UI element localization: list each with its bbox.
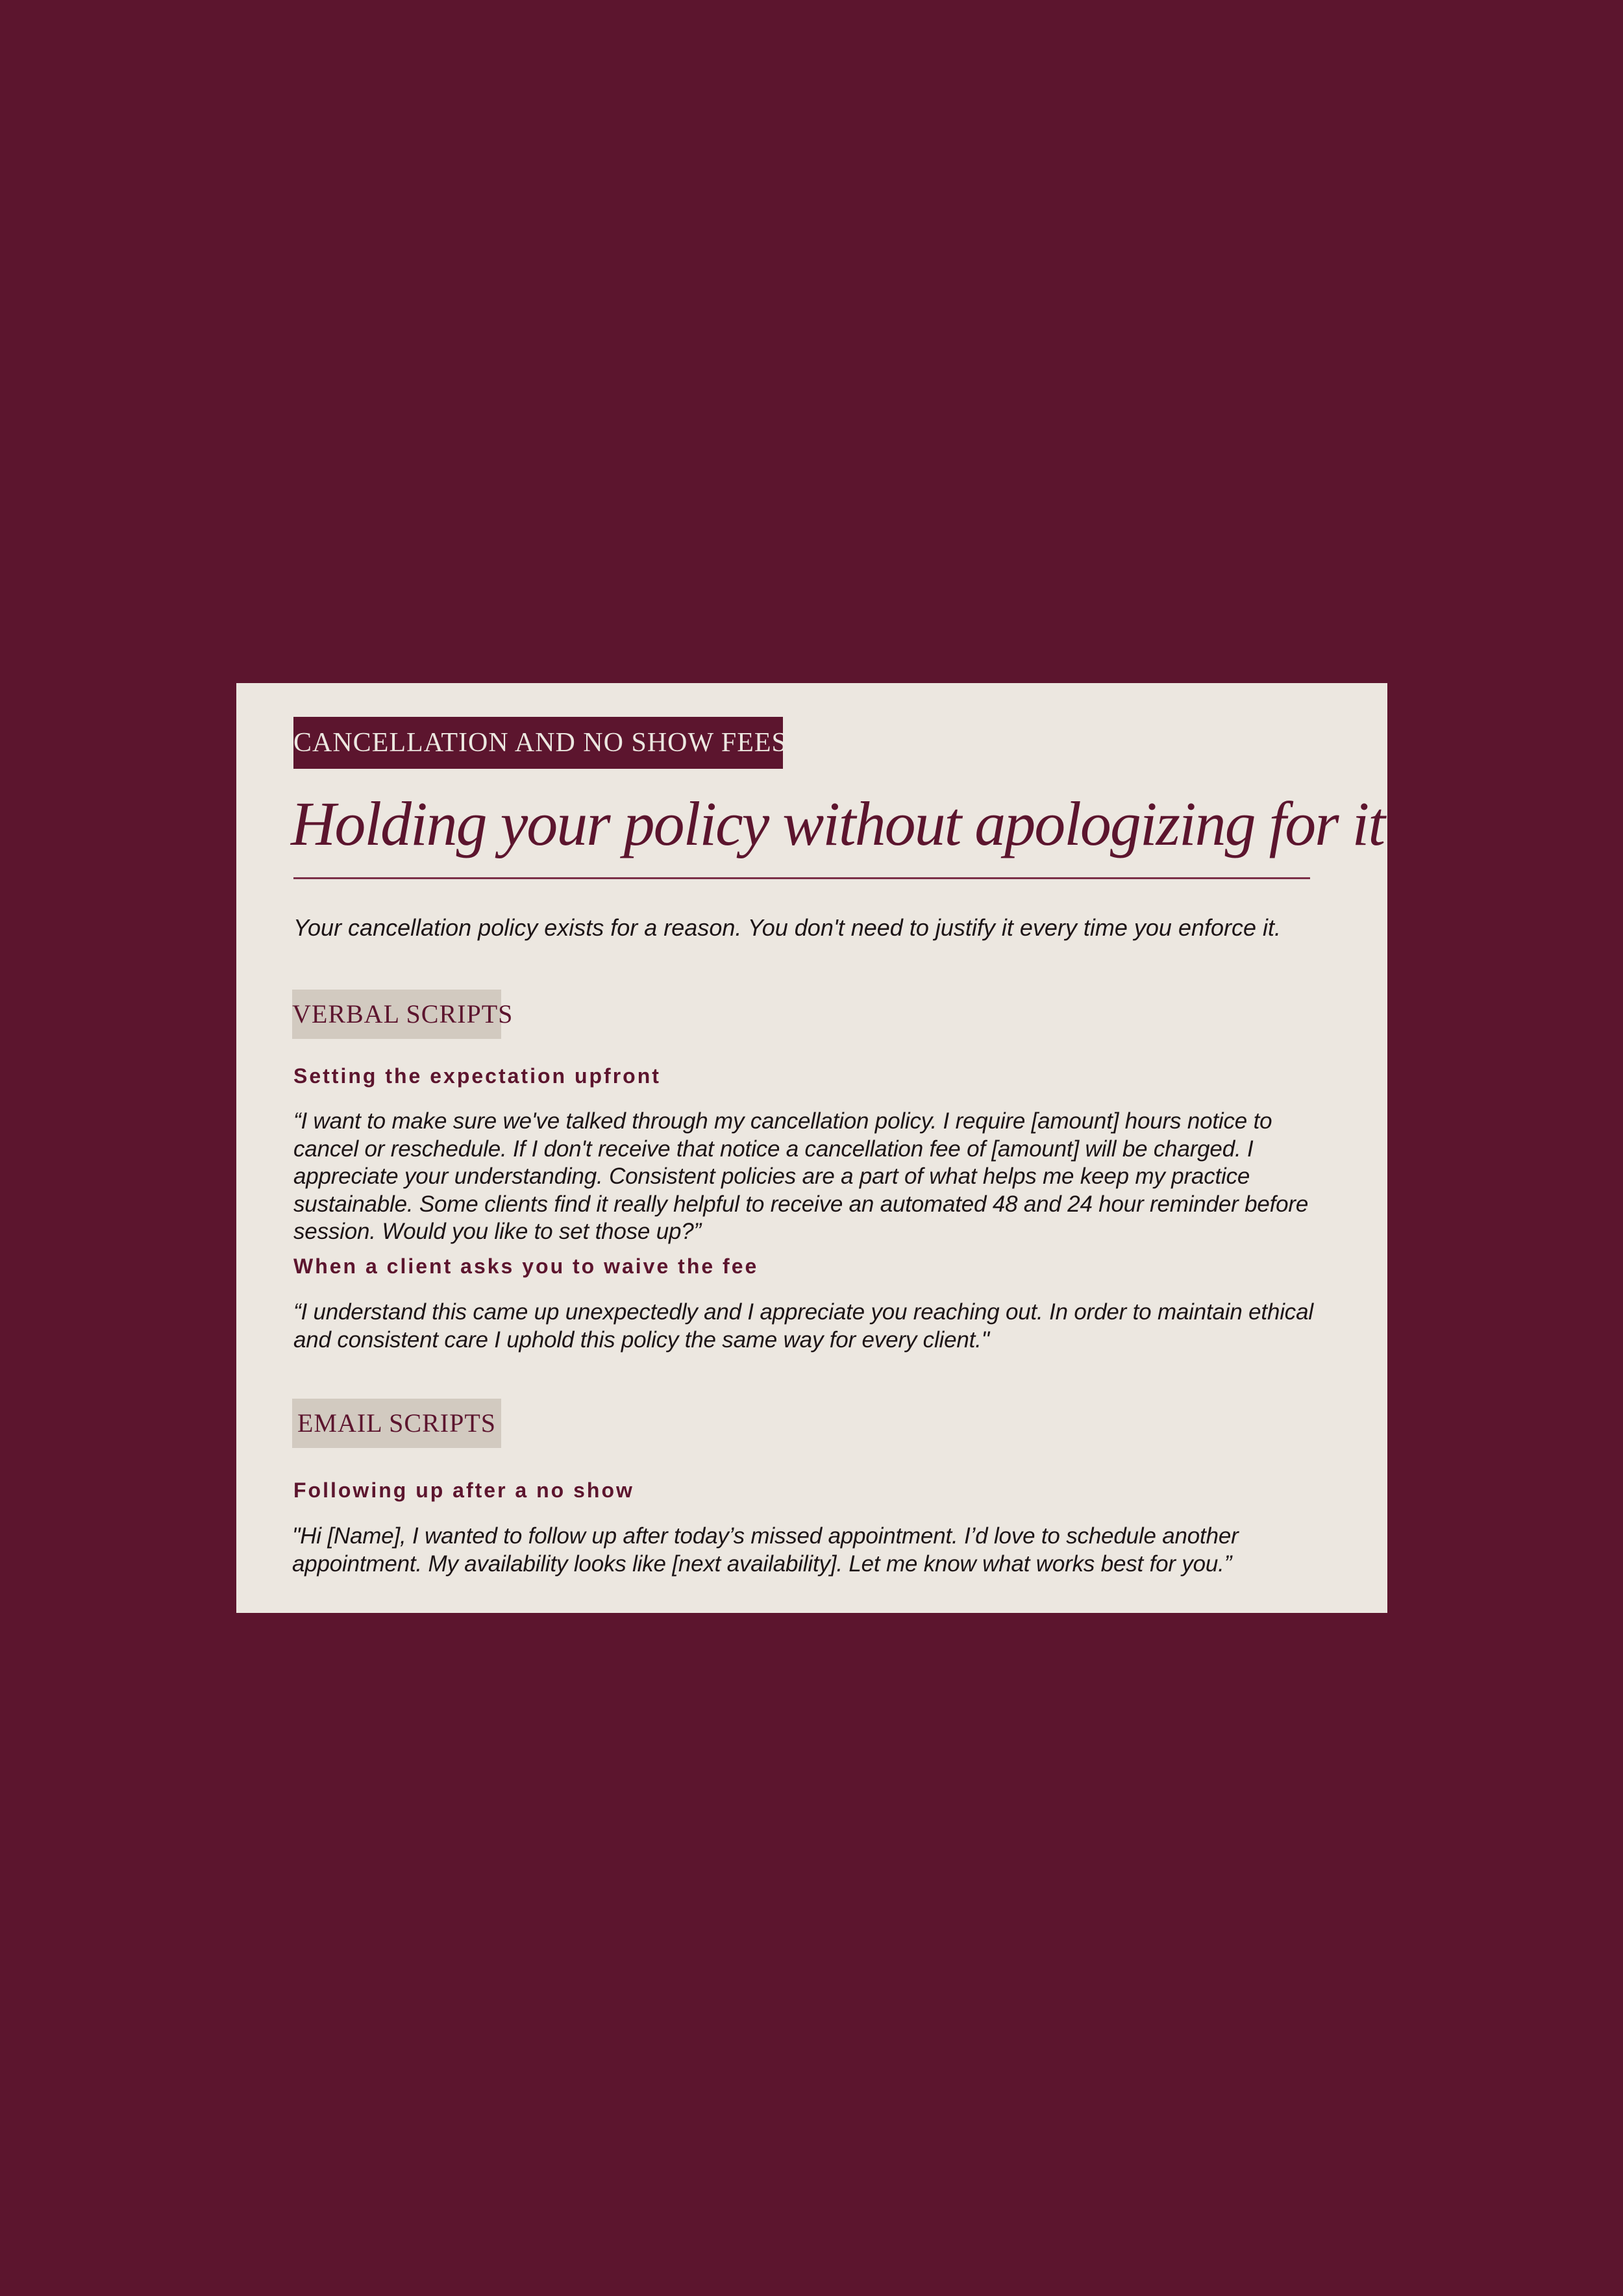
script-text-no-show: "Hi [Name], I wanted to follow up after today’s missed appointment. I’d love to schedule another appointment. My availability looks like [next availability]. Let me know what works best for you.”: [292, 1523, 1239, 1577]
title-divider: [293, 877, 1310, 879]
section-tag-verbal-scripts: VERBAL SCRIPTS: [292, 990, 501, 1039]
category-tag: CANCELLATION AND NO SHOW FEES: [293, 717, 783, 769]
script-heading-no-show: Following up after a no show: [293, 1479, 634, 1502]
section-tag-email-scripts: EMAIL SCRIPTS: [292, 1399, 501, 1448]
script-text-expectation: “I want to make sure we've talked through my cancellation policy. I require [amount] hours notice to cancel or reschedule. If I don't receive that notice a cancellation fee of [amount] will be charged. I appreciate your understanding. Consistent policies are a part of what helps me keep my practice sustainable. Some clients find it really helpful to receive an automated 48 and 24 hour reminder before session. Would you like to set those up?”: [293, 1108, 1309, 1244]
document-card: [236, 683, 1387, 1613]
page-title: Holding your policy without apologizing for it: [291, 789, 1384, 858]
intro-text: Your cancellation policy exists for a reason. You don't need to justify it every time you enforce it.: [293, 914, 1282, 941]
script-text-waive-fee: “I understand this came up unexpectedly and I appreciate you reaching out. In order to maintain ethical and consistent care I uphold this policy the same way for every client.": [293, 1299, 1313, 1353]
script-heading-waive-fee: When a client asks you to waive the fee: [293, 1254, 759, 1278]
script-heading-expectation: Setting the expectation upfront: [293, 1064, 661, 1088]
